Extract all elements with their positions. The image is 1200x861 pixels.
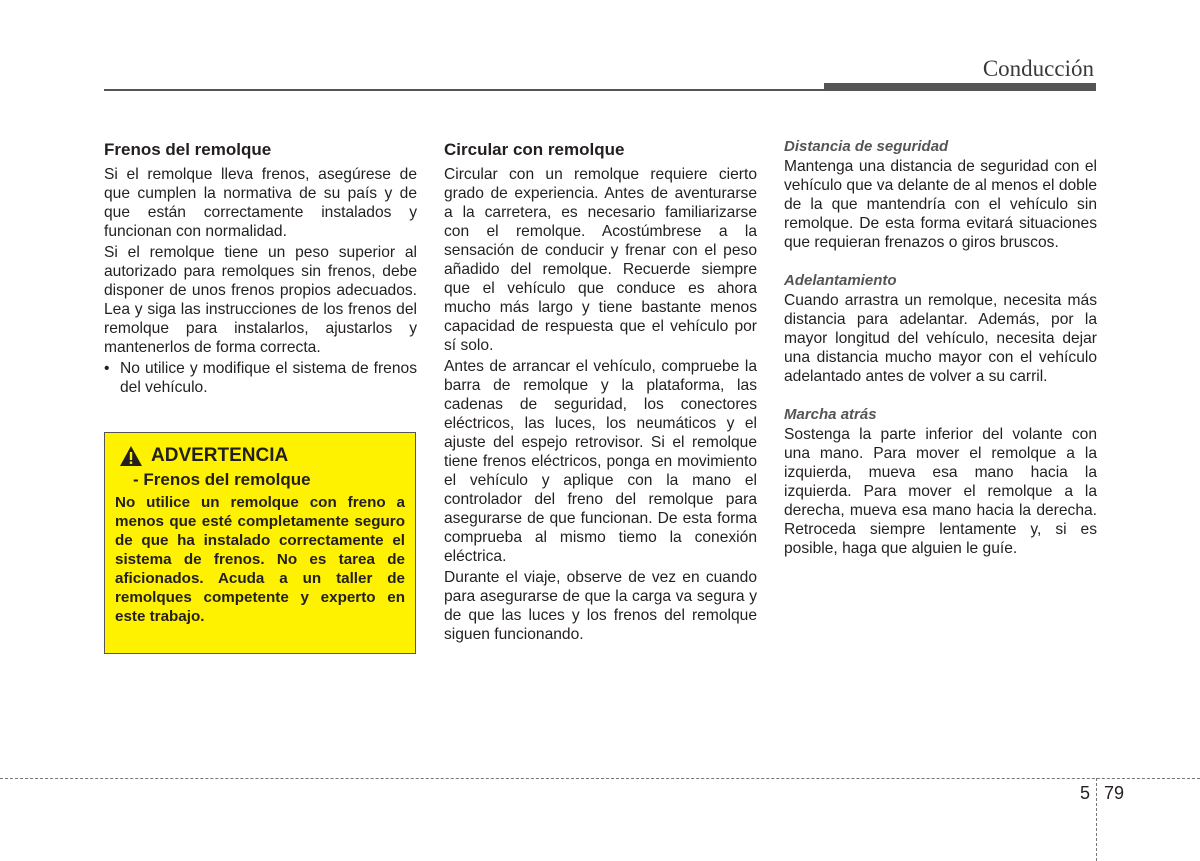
chapter-number: 5 (1080, 783, 1091, 803)
bullet-text: No utilice y modifique el sistema de frenos del vehículo. (120, 360, 417, 396)
subsection-heading: Distancia de seguridad (784, 138, 949, 155)
bullet-dot: • (104, 360, 110, 377)
page-header-title: Conducción (982, 56, 1094, 81)
section-heading: Circular con remolque (444, 140, 625, 159)
paragraph: Sostenga la parte inferior del volante con una mano. Para mover el remolque a la izquierda, mueva esa mano hacia la izquierda. Para mover el remolque a la derecha, mueva esa mano hacia la derecha. Retroceda siempre lentamente y, si es posible, haga que alguien le guíe. (784, 426, 1097, 557)
bullet-item (104, 359, 417, 397)
warning-box (104, 432, 416, 654)
section-heading: Frenos del remolque (104, 140, 272, 159)
paragraph: Durante el viaje, observe de vez en cuando para asegurarse de que la carga va segura y de que las luces y los frenos del remolque siguen funcionando. (444, 569, 757, 643)
header-rule-accent (824, 83, 1096, 91)
paragraph: Mantenga una distancia de seguridad con el vehículo que va delante de al menos el doble de la que mantendría con el vehículo sin remolque. De esta forma evitará situaciones que requieran frenazos o giros bruscos. (784, 158, 1097, 251)
footer-divider (0, 778, 1200, 779)
column-right (784, 137, 1097, 577)
subsection-heading: Adelantamiento (784, 272, 897, 289)
paragraph: Antes de arrancar el vehículo, compruebe la barra de remolque y la plataforma, las cadenas de seguridad, los conectores eléctricos, las luces, los neumáticos y el ajuste del espejo retrovisor. Si el remolque tiene frenos eléctricos, ponga en movimiento el vehículo y aplique con la mano el controlador del freno del remolque para asegurarse de que funcionan. De esta forma comprueba al mismo tiemo la conexión eléctrica. (444, 358, 757, 565)
paragraph: Si el remolque tiene un peso superior al autorizado para remolques sin frenos, debe disponer de unos frenos propios adecuados. Lea y siga las instrucciones de los frenos del remolque para instalarlos, ajustarlos y mantenerlos de forma correcta. (104, 244, 417, 356)
column-left (104, 139, 417, 397)
warning-triangle-icon (119, 445, 143, 467)
warning-title-row (119, 443, 405, 469)
warning-title: ADVERTENCIA (151, 445, 289, 466)
paragraph: Cuando arrastra un remolque, necesita más distancia para adelantar. Además, por la mayor longitud del vehículo, necesita dejar una distancia mucho mayor con el vehículo adelantado antes de volver a su carril. (784, 292, 1097, 385)
footer-vertical-divider (1096, 778, 1097, 861)
page-number: 79 (1104, 783, 1125, 803)
warning-body: No utilice un remolque con freno a menos que esté completamente seguro de que ha instalado correctamente el sistema de frenos. No es tarea de aficionados. Acuda a un taller de remolques competente y experto en este trabajo. (115, 494, 405, 625)
column-middle (444, 139, 757, 646)
header-rule (104, 89, 824, 91)
subsection-heading: Marcha atrás (784, 406, 877, 423)
paragraph: Circular con un remolque requiere cierto grado de experiencia. Antes de aventurarse a la carretera, es necesario familiarizarse con el remolque. Acostúmbrese a la sensación de conducir y frenar con el peso añadido del remolque. Recuerde siempre que el vehículo que conduce es ahora mucho más largo y tiene bastante menos capacidad de respuesta que el vehículo por sí solo. (444, 166, 757, 354)
warning-subtitle: - Frenos del remolque (133, 470, 311, 489)
paragraph: Si el remolque lleva frenos, asegúrese de que cumplen la normativa de su país y de que están correctamente instalados y funcionan con normalidad. (104, 166, 417, 240)
